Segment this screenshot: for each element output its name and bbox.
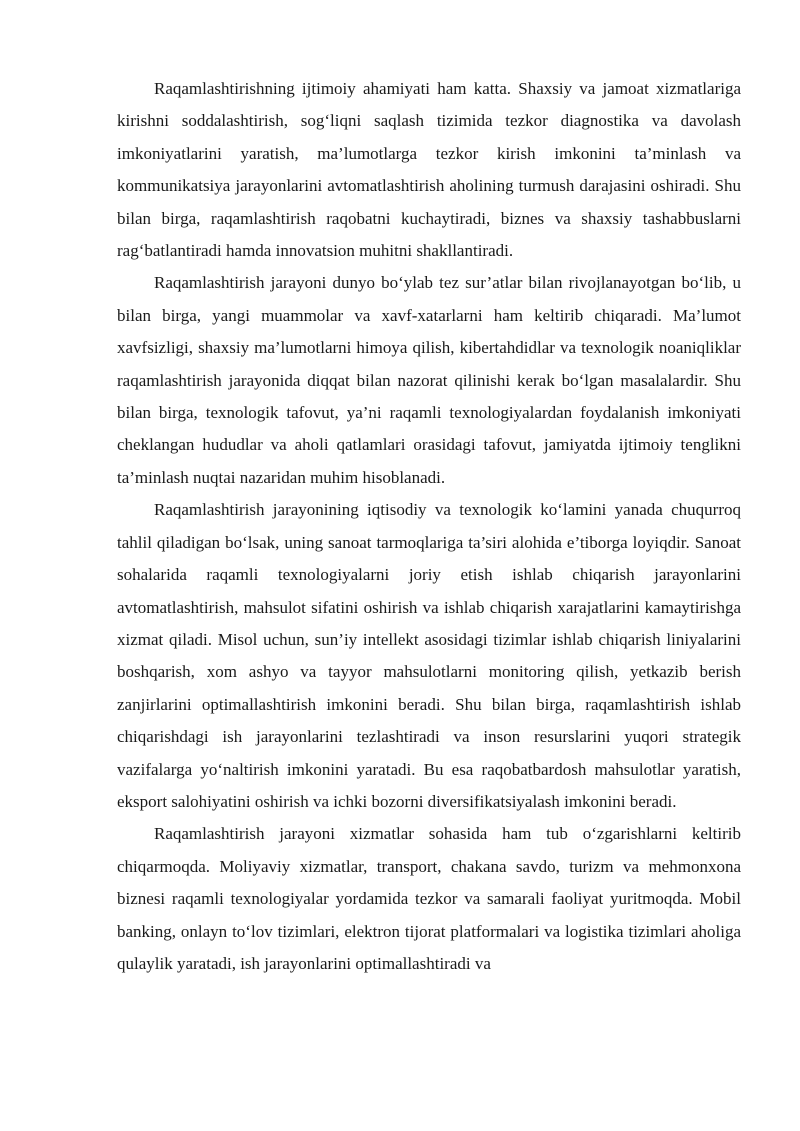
paragraph-social-importance: Raqamlashtirishning ijtimoiy ahamiyati ham katta. Shaxsiy va jamoat xizmatlariga kirishni soddalashtirish, sog‘liqni saqlash tizimida tezkor diagnostika va davolash imkoniyatlarini yaratish, ma’lumotlarga tezkor kirish imkonini ta’minlash va kommunikatsiya jarayonlarini avtomatlashtirish aholining turmush darajasini oshiradi. Shu bilan birga, raqamlashtirish raqobatni kuchaytiradi, biznes va shaxsiy tashabbuslarni rag‘batlantiradi hamda innovatsion muhitni shakllantiradi. xyxy=(117,79,741,261)
paragraph-risks: Raqamlashtirish jarayoni dunyo bo‘ylab tez sur’atlar bilan rivojlanayotgan bo‘lib, u bilan birga, yangi muammolar va xavf-xatarlarni ham keltirib chiqaradi. Ma’lumot xavfsizligi, shaxsiy ma’lumotlarni himoya qilish, kibertahdidlar va texnologik noaniqliklar raqamlashtirish jarayonida diqqat bilan nazorat qilinishi kerak bo‘lgan masalalardir. Shu bilan birga, texnologik tafovut, ya’ni raqamli texnologiyalardan foydalanish imkoniyati cheklangan hududlar va aholi qatlamlari orasidagi tafovut, jamiyatda ijtimoiy tenglikni ta’minlash nuqtai nazaridan muhim hisoblanadi. xyxy=(117,273,741,487)
paragraph-industry: Raqamlashtirish jarayonining iqtisodiy va texnologik ko‘lamini yanada chuqurroq tahlil qiladigan bo‘lsak, uning sanoat tarmoqlariga ta’siri alohida e’tiborga loyiqdir. Sanoat sohalarida raqamli texnologiyalarni joriy etish ishlab chiqarish jarayonlarini avtomatlashtirish, mahsulot sifatini oshirish va ishlab chiqarish xarajatlarini kamaytirishga xizmat qiladi. Misol uchun, sun’iy intellekt asosidagi tizimlar ishlab chiqarish liniyalarini boshqarish, xom ashyo va tayyor mahsulotlarni monitoring qilish, yetkazib berish zanjirlarini optimallashtirish imkonini beradi. Shu bilan birga, raqamlashtirish ishlab chiqarishdagi ish jarayonlarini tezlashtiradi va inson resurslarini yuqori strategik vazifalarga yo‘naltirish imkonini yaratadi. Bu esa raqobatbardosh mahsulotlar yaratish, eksport salohiyatini oshirish va ichki bozorni diversifikatsiyalash imkonini beradi. xyxy=(117,500,741,811)
paragraph-services: Raqamlashtirish jarayoni xizmatlar sohasida ham tub o‘zgarishlarni keltirib chiqarmoqda. Moliyaviy xizmatlar, transport, chakana savdo, turizm va mehmonxona biznesi raqamli texnologiyalar yordamida tezkor va samarali faoliyat yuritmoqda. Mobil banking, onlayn to‘lov tizimlari, elektron tijorat platformalari va logistika tizimlari aholiga qulaylik yaratadi, ish jarayonlarini optimallashtiradi va xyxy=(117,824,741,973)
document-page xyxy=(117,73,741,980)
